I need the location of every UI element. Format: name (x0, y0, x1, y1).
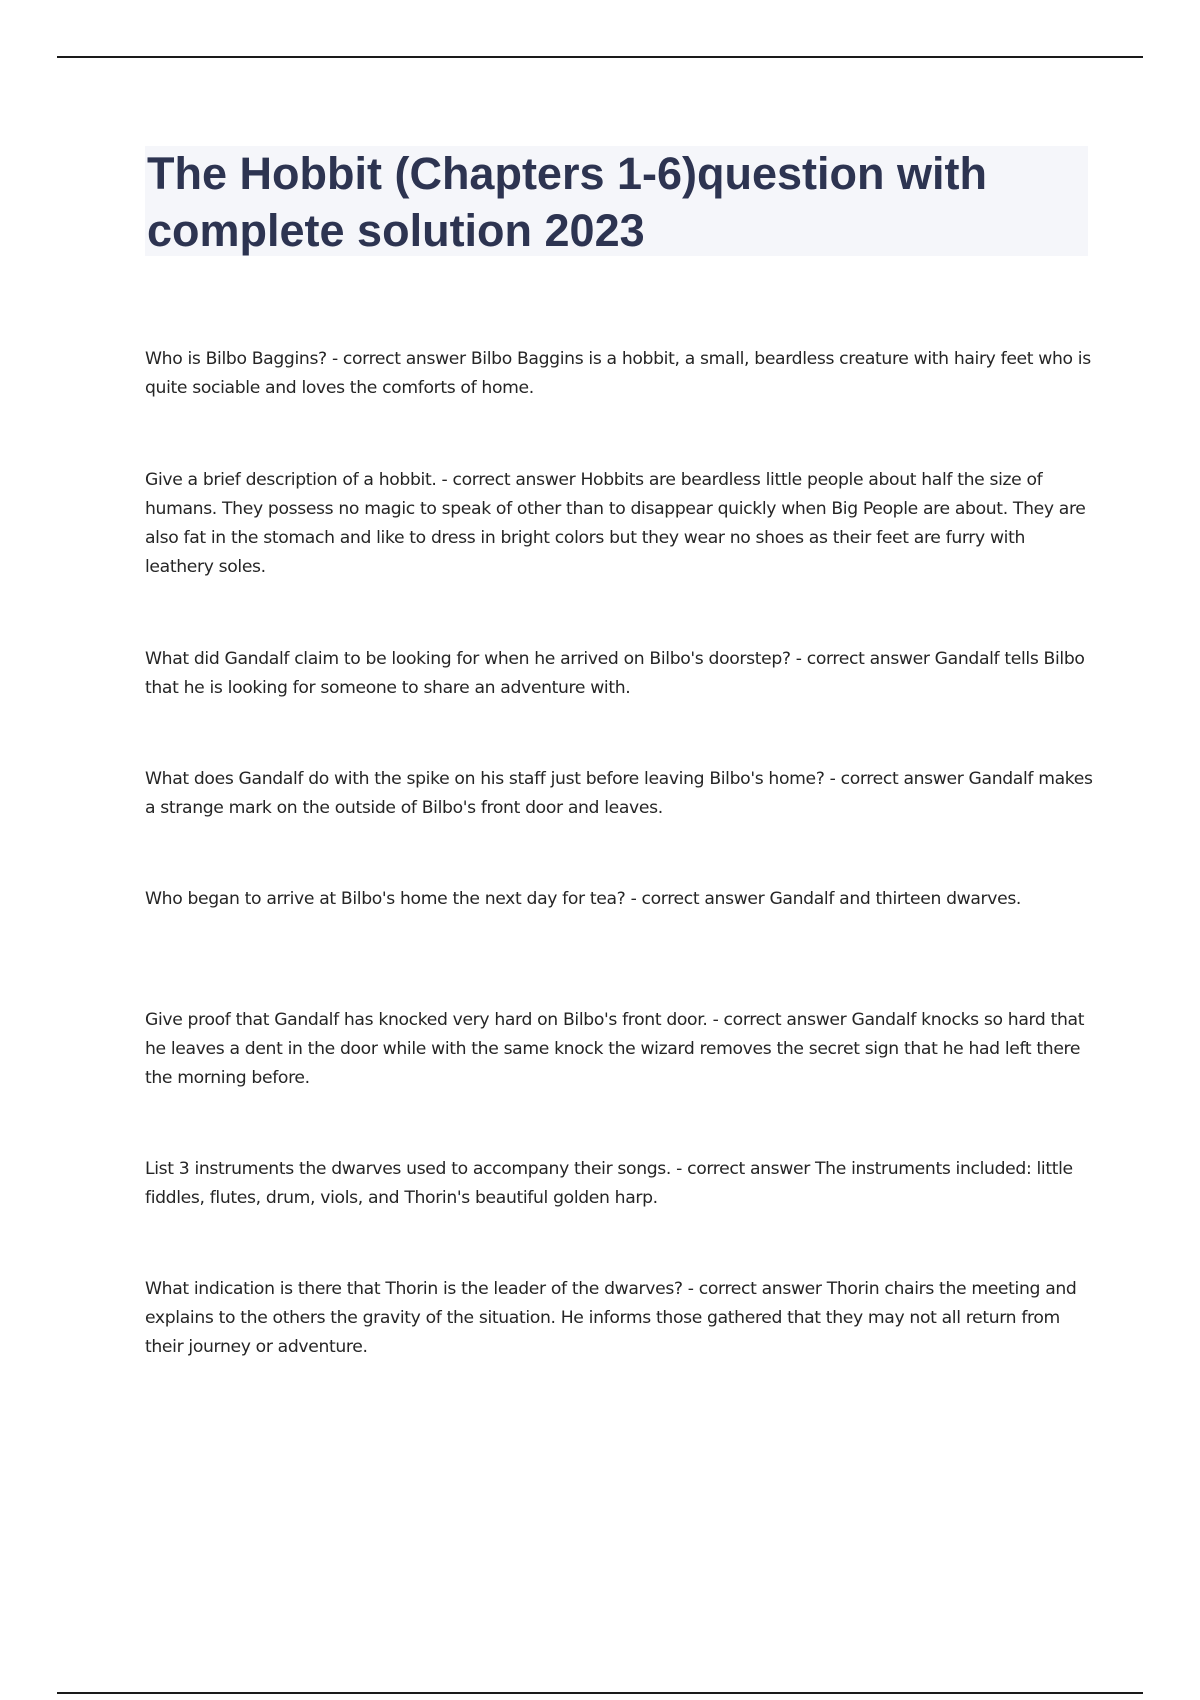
qa-entry: What did Gandalf claim to be looking for when he arrived on Bilbo's doorstep? - correct answer Gandalf tells Bilbo that he is looking for someone to share an adventure with. (145, 649, 1085, 698)
page-title: The Hobbit (Chapters 1-6)question with complete solution 2023 (147, 148, 987, 256)
qa-entry: Who began to arrive at Bilbo's home the next day for tea? - correct answer Gandalf and thirteen dwarves. (145, 889, 1022, 909)
qa-entry: What does Gandalf do with the spike on his staff just before leaving Bilbo's home? - correct answer Gandalf makes a strange mark on the outside of Bilbo's front door and leaves. (145, 769, 1093, 818)
qa-entry: Give proof that Gandalf has knocked very hard on Bilbo's front door. - correct answer Gandalf knocks so hard that he leaves a dent in the door while with the same knock the wizard removes the secret sign that he had left there the morning before. (145, 1010, 1085, 1088)
bottom-rule (57, 1692, 1143, 1694)
qa-entry: Who is Bilbo Baggins? - correct answer Bilbo Baggins is a hobbit, a small, beardless creature with hairy feet who is quite sociable and loves the comforts of home. (145, 349, 1091, 398)
qa-entry: Give a brief description of a hobbit. - correct answer Hobbits are beardless little people about half the size of humans. They possess no magic to speak of other than to disappear quickly when Big People are about. They are also fat in the stomach and like to dress in bright colors but they wear no shoes as their feet are furry with leathery soles. (145, 470, 1086, 577)
top-rule (57, 56, 1143, 58)
title-box (145, 146, 1088, 256)
qa-entry: What indication is there that Thorin is the leader of the dwarves? - correct answer Thorin chairs the meeting and explains to the others the gravity of the situation. He informs those gathered that they may not all return from their journey or adventure. (145, 1279, 1077, 1357)
qa-entry: List 3 instruments the dwarves used to accompany their songs. - correct answer The instruments included: little fiddles, flutes, drum, viols, and Thorin's beautiful golden harp. (145, 1159, 1073, 1208)
